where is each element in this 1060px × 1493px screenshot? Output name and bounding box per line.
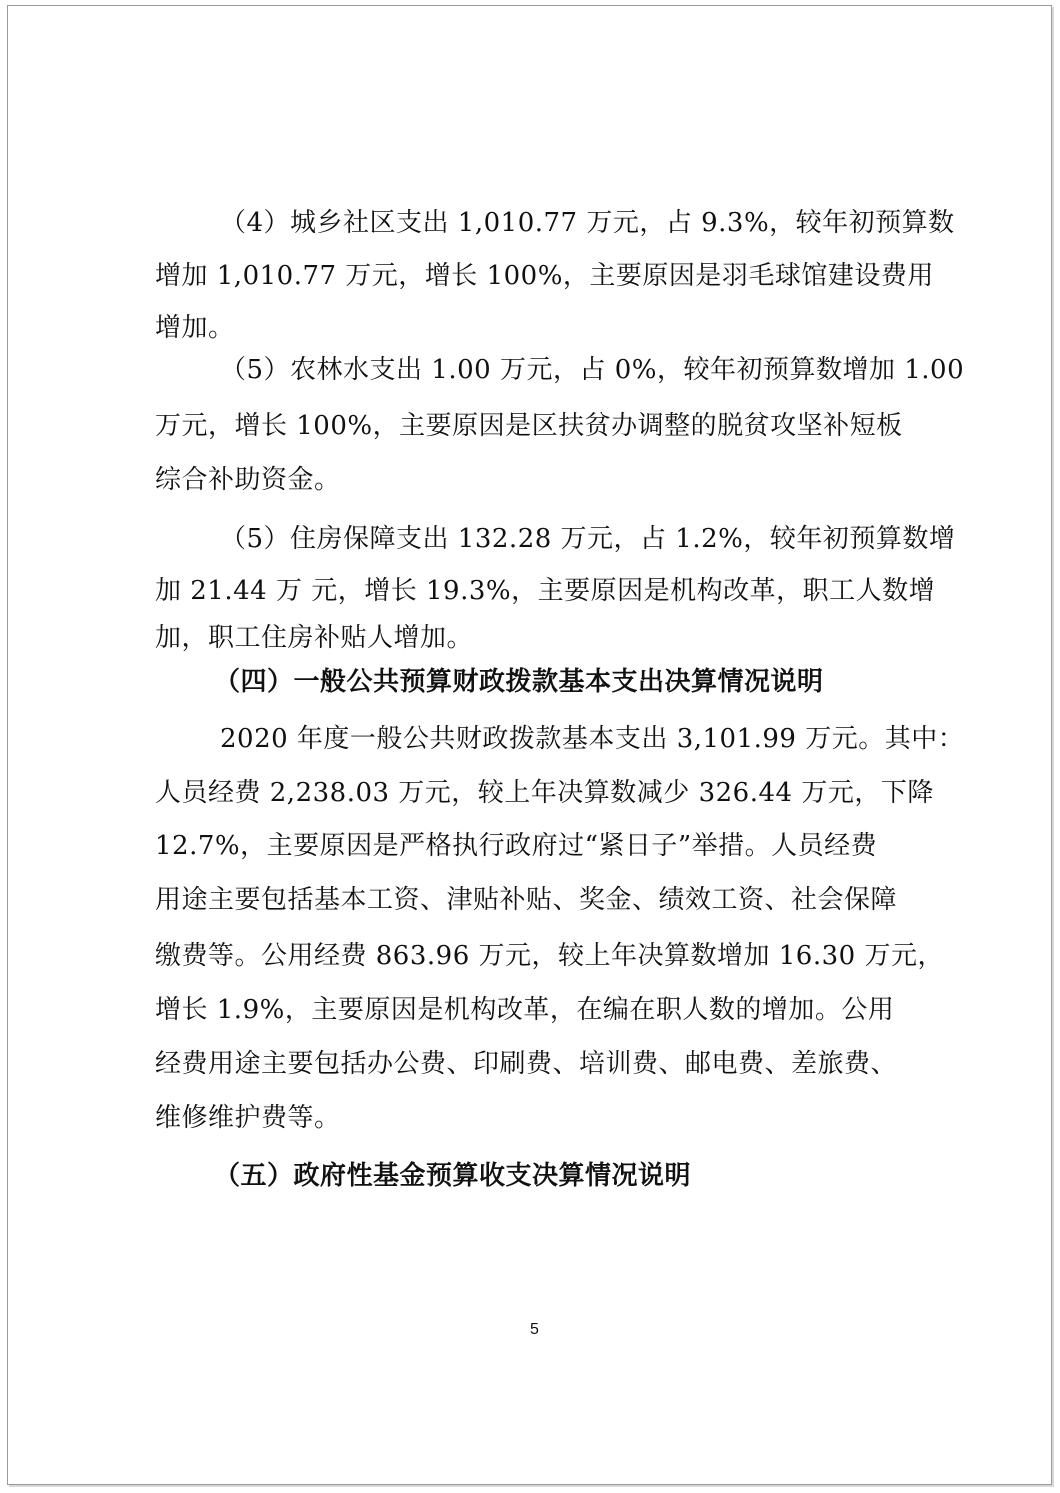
paragraph-line: 12.7%，主要原因是严格执行政府过“紧日子”举措。人员经费	[155, 831, 878, 861]
paragraph-line: 增加。	[155, 313, 235, 343]
paragraph-line: 加，职工住房补贴人增加。	[155, 623, 474, 653]
paragraph-line: 人员经费 2,238.03 万元，较上年决算数减少 326.44 万元，下降	[155, 778, 934, 808]
section-heading-4: （四）一般公共预算财政拨款基本支出决算情况说明	[214, 667, 824, 697]
paragraph-line: 缴费等。公用经费 863.96 万元，较上年决算数增加 16.30 万元，	[155, 941, 944, 971]
paragraph-line: 综合补助资金。	[155, 465, 341, 495]
paragraph-line: 2020 年度一般公共财政拨款基本支出 3,101.99 万元。其中：	[220, 724, 965, 754]
page-number: 5	[530, 1321, 539, 1338]
paragraph-line: 增加 1,010.77 万元，增长 100%，主要原因是羽毛球馆建设费用	[155, 261, 934, 291]
paragraph-line: 经费用途主要包括办公费、印刷费、培训费、邮电费、差旅费、	[155, 1049, 898, 1079]
paragraph-line: 加 21.44 万 元，增长 19.3%，主要原因是机构改革，职工人数增	[155, 576, 936, 606]
document-page	[7, 5, 1052, 1485]
paragraph-line: 用途主要包括基本工资、津贴补贴、奖金、绩效工资、社会保障	[155, 885, 898, 915]
paragraph-line: （5）农林水支出 1.00 万元，占 0%，较年初预算数增加 1.00	[220, 355, 965, 385]
paragraph-line: 增长 1.9%，主要原因是机构改革，在编在职人数的增加。公用	[155, 995, 895, 1025]
paragraph-line: （4）城乡社区支出 1,010.77 万元，占 9.3%，较年初预算数	[220, 208, 955, 238]
section-heading-5: （五）政府性基金预算收支决算情况说明	[214, 1161, 692, 1191]
paragraph-line: 万元，增长 100%，主要原因是区扶贫办调整的脱贫攻坚补短板	[155, 411, 903, 441]
paragraph-line: （5）住房保障支出 132.28 万元，占 1.2%，较年初预算数增	[220, 524, 956, 554]
paragraph-line: 维修维护费等。	[155, 1103, 341, 1133]
